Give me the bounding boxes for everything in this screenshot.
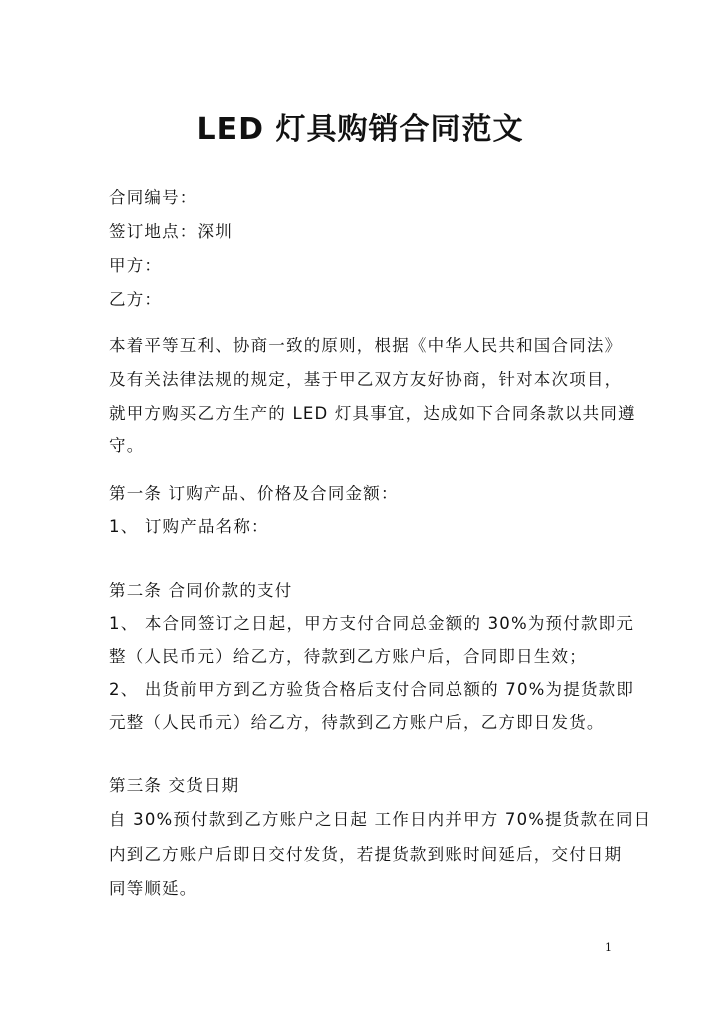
party-b-field: 乙方： <box>109 290 163 309</box>
signing-location-field: 签订地点：深圳 <box>109 222 233 241</box>
article2-line: 整（人民币元）给乙方，待款到乙方账户后，合同即日生效； <box>109 647 587 666</box>
article3-line: 内到乙方账户后即日交付发货，若提货款到账时间延后，交付日期 <box>109 845 623 864</box>
page-number: 1 <box>605 941 612 954</box>
contract-number-field: 合同编号： <box>109 188 198 207</box>
article2-line: 1、 本合同签订之日起，甲方支付合同总金额的 30%为预付款即元 <box>109 614 635 633</box>
preamble-line: 守。 <box>109 436 145 455</box>
preamble-line: 及有关法律法规的规定，基于甲乙双方友好协商，针对本次项目， <box>109 370 623 389</box>
document-title: LED 灯具购销合同范文 <box>196 112 524 147</box>
preamble-line: 就甲方购买乙方生产的 LED 灯具事宜，达成如下合同条款以共同遵 <box>109 404 636 423</box>
article1-heading: 第一条 订购产品、价格及合同金额： <box>109 484 399 503</box>
article1-item: 1、 订购产品名称： <box>109 517 269 536</box>
party-a-field: 甲方： <box>109 256 163 275</box>
article3-line: 自 30%预付款到乙方账户之日起 工作日内并甲方 70%提货款在同日 <box>109 810 652 829</box>
preamble-line: 本着平等互利、协商一致的原则，根据《中华人民共和国合同法》 <box>109 336 623 355</box>
article2-line: 2、 出货前甲方到乙方验货合格后支付合同总额的 70%为提货款即 <box>109 680 635 699</box>
article3-line: 同等顺延。 <box>109 879 198 898</box>
article2-line: 元整（人民币元）给乙方，待款到乙方账户后，乙方即日发货。 <box>109 713 605 732</box>
article2-heading: 第二条 合同价款的支付 <box>109 581 293 600</box>
article3-heading: 第三条 交货日期 <box>109 776 240 795</box>
